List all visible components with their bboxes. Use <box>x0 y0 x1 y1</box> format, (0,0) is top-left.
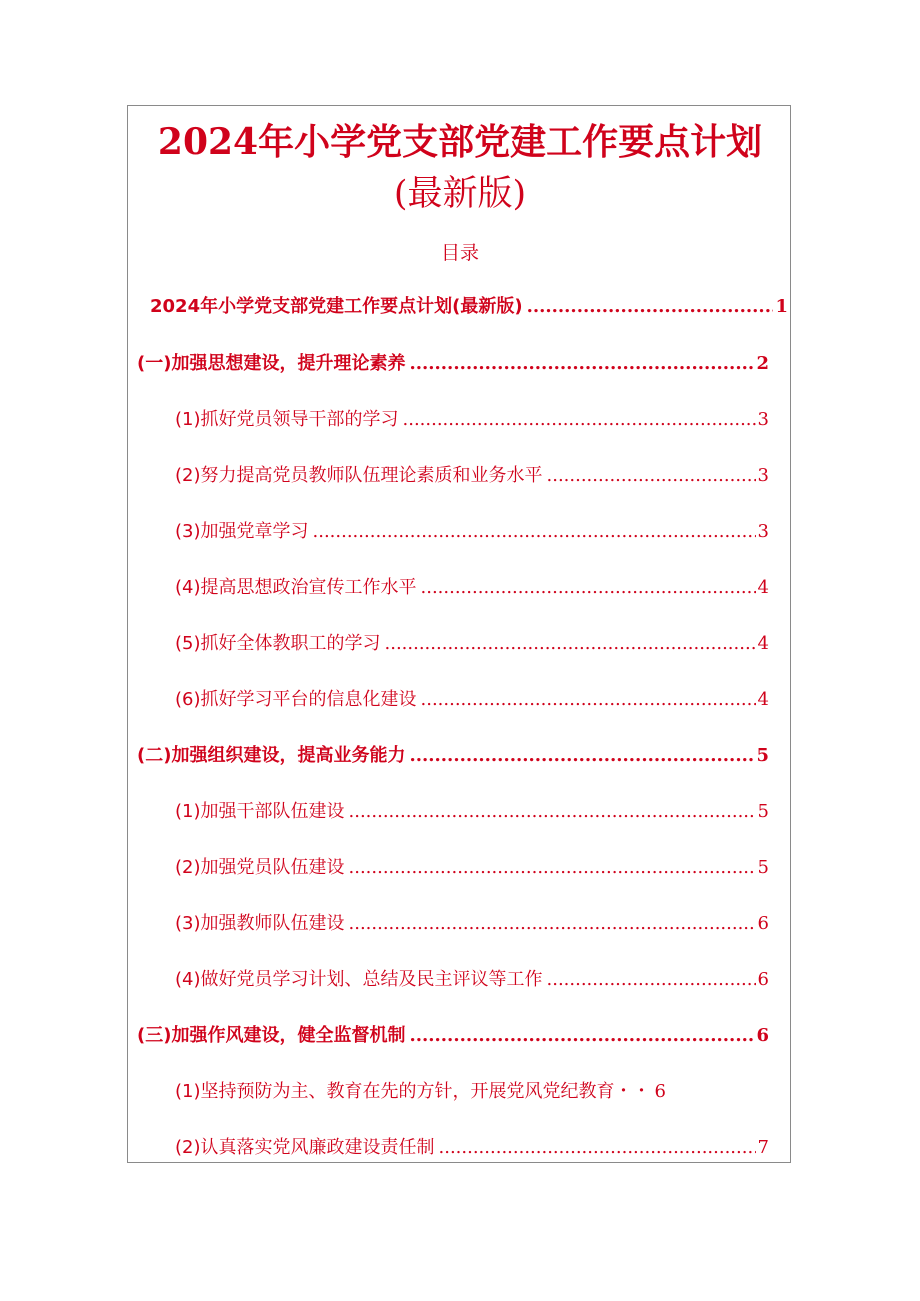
toc-entry-page: 2 <box>756 353 769 374</box>
toc-entry[interactable] <box>175 1135 769 1161</box>
toc-entry-page: 4 <box>757 633 769 654</box>
toc-entry[interactable] <box>175 519 769 545</box>
toc-entry[interactable] <box>175 687 769 713</box>
toc-entry[interactable] <box>175 799 769 825</box>
toc-entry-label: (三)加强作风建设，健全监督机制 <box>137 1025 406 1046</box>
toc-entry-label: (3)加强党章学习 <box>175 521 309 542</box>
toc-leader-dots <box>349 855 756 881</box>
toc-entry[interactable] <box>137 351 769 377</box>
toc-leader-dots <box>385 631 756 657</box>
toc-entry[interactable] <box>137 1023 769 1049</box>
toc-entry-page: 6 <box>654 1081 666 1102</box>
toc-entry-label: (2)努力提高党员教师队伍理论素质和业务水平 <box>175 465 543 486</box>
toc-entry[interactable] <box>137 743 769 769</box>
toc-entry-page: 1 <box>775 296 788 317</box>
toc-entry-label: 2024年小学党支部党建工作要点计划(最新版) <box>150 296 523 317</box>
toc-heading: 目录 <box>440 242 479 264</box>
toc-entry-page: 4 <box>757 577 769 598</box>
toc-entry-page: 6 <box>756 1025 769 1046</box>
toc-entry[interactable] <box>175 575 769 601</box>
toc-leader-dots <box>439 1135 756 1161</box>
toc-leader-dots <box>547 967 756 993</box>
toc-entry[interactable] <box>175 911 769 937</box>
toc-entry[interactable] <box>175 1079 735 1105</box>
toc-leader-dots <box>349 911 756 937</box>
toc-leader-dots <box>409 1023 754 1049</box>
document-title: 2024年小学党支部党建工作要点计划 <box>157 121 763 163</box>
toc-entry-label: (3)加强教师队伍建设 <box>175 913 345 934</box>
toc-entry-label: (2)认真落实党风廉政建设责任制 <box>175 1137 435 1158</box>
toc-entry[interactable] <box>150 294 788 320</box>
toc-leader-dots <box>547 463 756 489</box>
toc-leader-dots <box>349 799 756 825</box>
toc-entry-label: (5)抓好全体教职工的学习 <box>175 633 381 654</box>
toc-entry-page: 5 <box>757 801 769 822</box>
toc-leader-dots <box>527 294 774 320</box>
toc-entry-label: (1)抓好党员领导干部的学习 <box>175 409 399 430</box>
toc-leader-dots <box>409 351 754 377</box>
toc-leader-dots <box>403 407 756 433</box>
toc-entry-page: 4 <box>757 689 769 710</box>
toc-entry-page: 5 <box>756 745 769 766</box>
toc-entry-label: (1)加强干部队伍建设 <box>175 801 345 822</box>
toc-entry-page: 5 <box>757 857 769 878</box>
toc-entry[interactable] <box>175 463 769 489</box>
toc-entry-label: (一)加强思想建设，提升理论素养 <box>137 353 406 374</box>
toc-entry-page: 3 <box>757 521 769 542</box>
document-title-edition: (最新版) <box>393 174 527 214</box>
toc-leader-dots <box>313 519 756 545</box>
toc-entry-label: (1)坚持预防为主、教育在先的方针，开展党风党纪教育・・ <box>175 1081 651 1102</box>
toc-entry-label: (二)加强组织建设，提高业务能力 <box>137 745 406 766</box>
toc-entry-label: (2)加强党员队伍建设 <box>175 857 345 878</box>
toc-entry[interactable] <box>175 407 769 433</box>
toc-entry-page: 3 <box>757 465 769 486</box>
toc-entry-page: 6 <box>757 913 769 934</box>
toc-entry-page: 7 <box>757 1137 769 1158</box>
toc-entry[interactable] <box>175 855 769 881</box>
toc-leader-dots <box>409 743 754 769</box>
toc-entry[interactable] <box>175 631 769 657</box>
toc-entry-label: (6)抓好学习平台的信息化建设 <box>175 689 417 710</box>
toc-entry-label: (4)做好党员学习计划、总结及民主评议等工作 <box>175 969 543 990</box>
toc-entry-page: 6 <box>757 969 769 990</box>
toc-entry[interactable] <box>175 967 769 993</box>
toc-leader-dots <box>421 575 756 601</box>
toc-leader-dots <box>421 687 756 713</box>
toc-entry-page: 3 <box>757 409 769 430</box>
toc-entry-label: (4)提高思想政治宣传工作水平 <box>175 577 417 598</box>
